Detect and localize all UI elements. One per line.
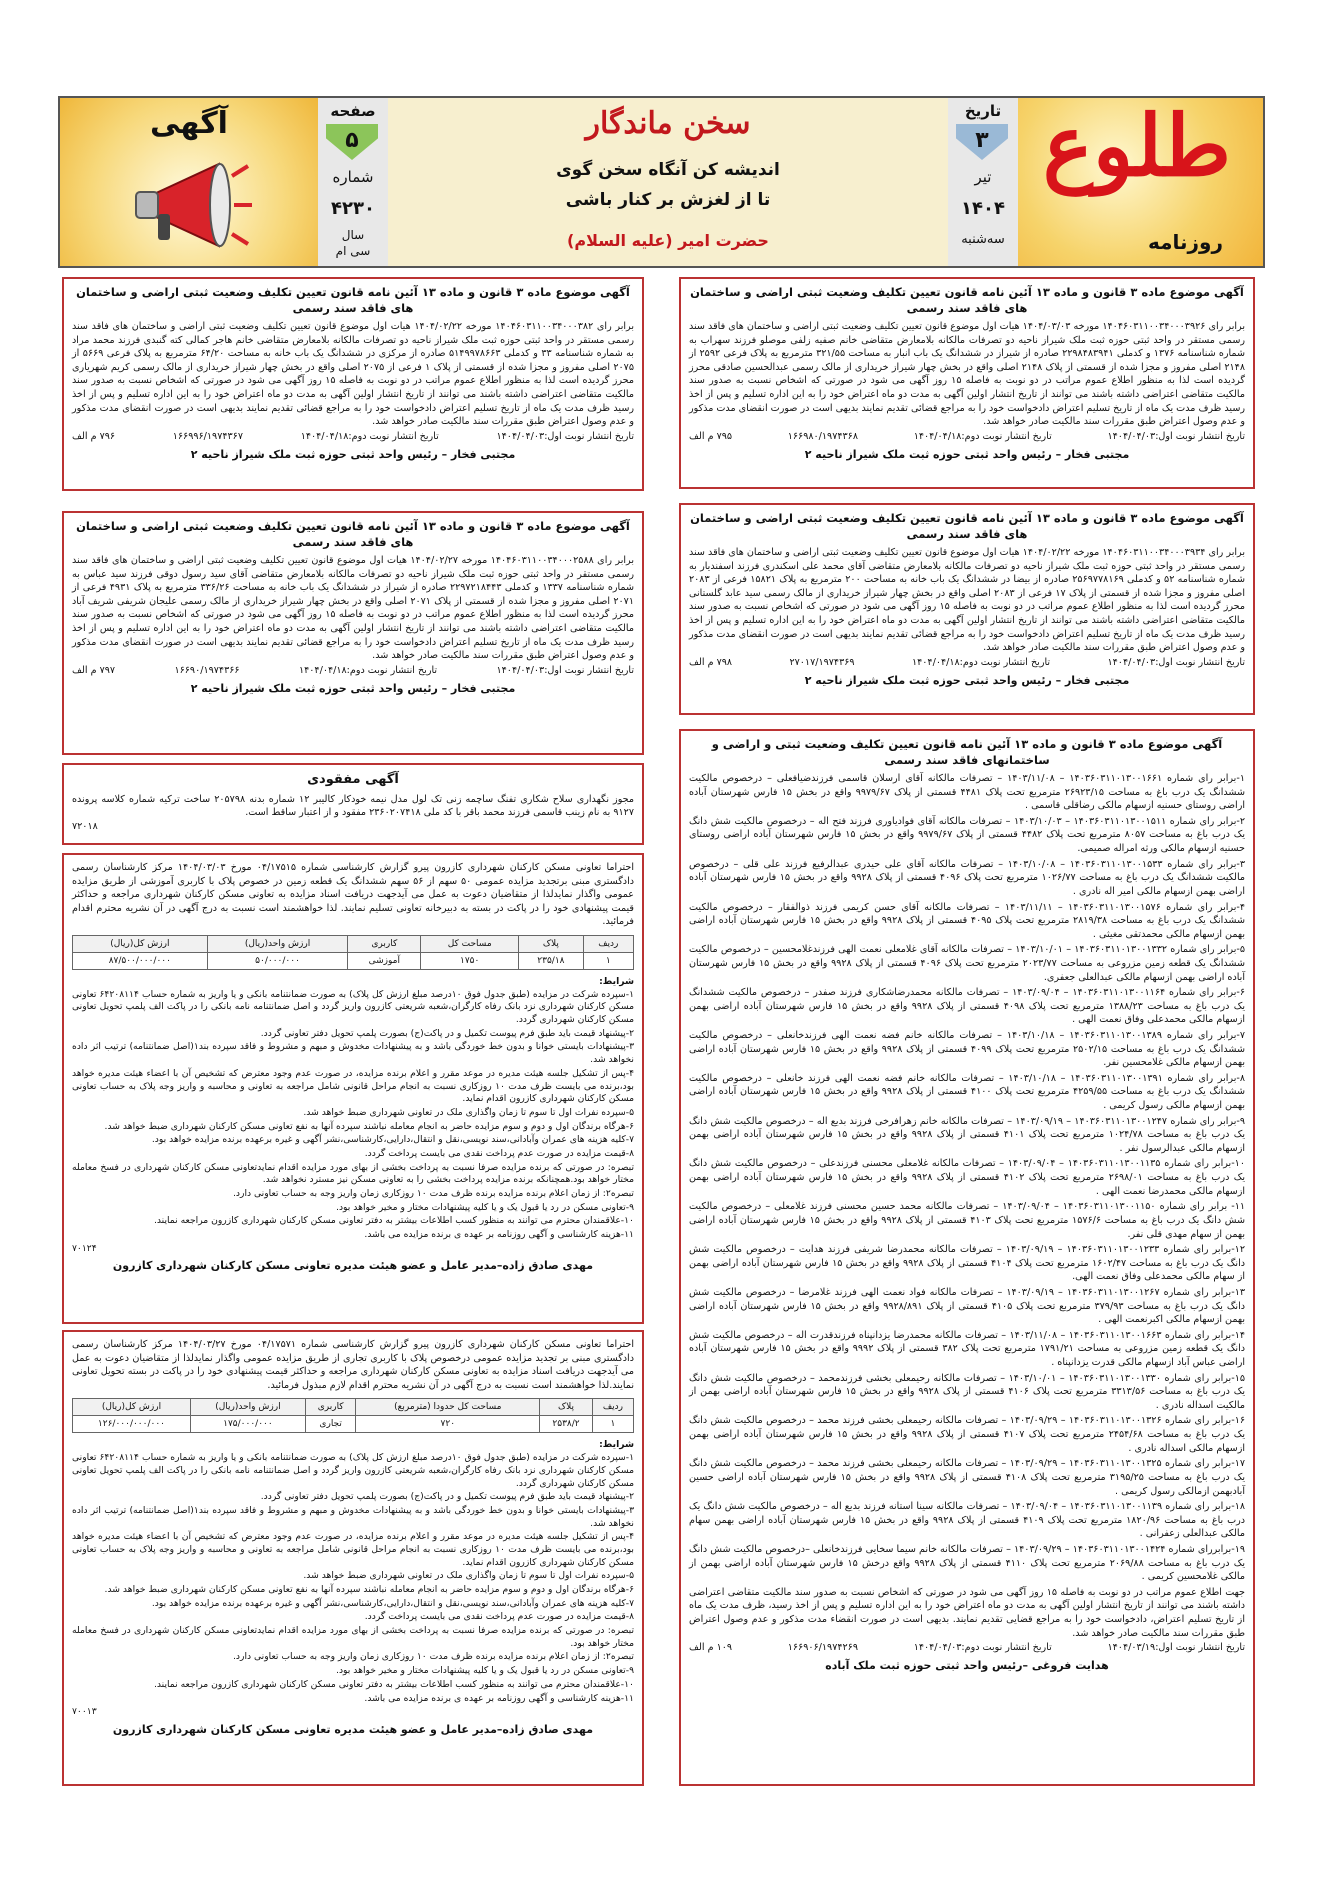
motto-title: سخن ماندگار [585,106,751,141]
condition-item: ۱۱-هزینه کارشناسی و آگهی روزنامه بر عهده ی برنده مزایده می باشد. [364,1692,634,1704]
condition-item: ۴-پس از تشکیل جلسه هیئت مدیره در موعد مقرر و اعلام برنده مزایده، در صورت عدم وجود معترض که تشخیص آن با اعضاء هیئت مدیره خواهد بود،برنده می بایست ظرف مدت ۱۰ روزکاری نسبت به انجام مراحل قانونی شامل مراجعه به تعاونی و محاسبه و واریز وجه پلاک به حساب تعاونی مسکن کارکنان شهرداری کازرون اقدام نماید. [72,1067,634,1105]
ad-title: آگهی [150,106,228,141]
table-cell: ۸۷/۵۰۰/۰۰۰/۰۰۰ [73,953,208,970]
ad-signature: هدایت فروغی –رئیس واحد ثبتی حوزه ثبت ملک آباده [825,1659,1109,1673]
ad-signature: مجتبی فخار – رئیس واحد ثبتی حوزه ثبت ملک شیراز ناحیه ۲ [190,447,516,461]
year-value: سی ام [335,244,371,258]
issue-label: شماره [332,168,374,186]
ad-title: آگهی موضوع ماده ۳ قانون و ماده ۱۳ آئین نامه قانون تعیین تکلیف وضعیت ثبتی اراضی و ساختمان های فاقد سند رسمی [690,285,1244,315]
ad-signature: مجتبی فخار – رئیس واحد ثبتی حوزه ثبت ملک شیراز ناحیه ۲ [804,447,1130,461]
condition-item: ۱۰-علاقمندان محترم می توانند به منظور کسب اطلاعات بیشتر به دفتر تعاونی مسکن کارکنان شهرداری کازرون مراجعه نمایند. [153,1678,634,1690]
lost-title: آگهی مفقودی [307,772,399,787]
logo-subtitle: روزنامه [1148,230,1223,254]
issue-number: ۴۲۳۰ [331,198,375,219]
second-publish-date: تاریخ انتشار نوبت دوم:۱۴۰۴/۰۴/۰۳ [913,1642,1052,1654]
table-cell: ۱ [583,953,633,970]
table-header-cell: ردیف [583,936,633,953]
month-name: تیر [974,168,992,186]
ad-notice-3 [679,503,1255,715]
lost-body: مجوز نگهداری سلاح شکاری تفنگ ساچمه زنی تک لول مدل نیمه خودکار کالیبر ۱۲ شماره بدنه ۲۰۵۷۹۸ ساخت ترکیه شماره کلاسه پرونده ۹۱۲۷ به نام زینب قاسمی فرزند محمد باقر با کد ملی ۲۳۶۰۲۰۷۴۱۸ مفقود و از اعتبار ساقط است. [72,793,634,819]
condition-item: ۳-پیشنهادات بایستی خوانا و بدون خط خوردگی باشد و به پیشنهادات مخدوش و مبهم و مشروط و فاقد سپرده بند۱(اصل ضمانتنامه) ترتیب اثر داده نخواهد شد. [72,1041,635,1066]
table-header-cell: کاربری [305,1399,355,1416]
list-item: ۱۵-برابر رای شماره ۱۴۰۳۶۰۳۱۱۰۱۳۰۰۱۳۳۰ – ۱۴۰۳/۱۰/۰۱ – تصرفات مالکانه رحیمعلی بخشی فرزندمحمد – درخصوص مالکیت شش دانگ یک درب باغ به مساحت ۳۳۱۳/۵۶ مترمربع تحت پلاک ۴۱۰۶ قسمتی از پلاک ۹۹۲۸ واقع در بخش ۱۵ فارس شهرستان آباده اراضی بهمن از مالکیت اسداله نادری . [689,1372,1245,1411]
table-header-cell: کاربری [348,936,421,953]
lost-code: ۷۲۰۱۸ [72,820,98,832]
ad-body: برابر رای ۱۴۰۴۶۰۳۱۱۰۰۳۴۰۰۰۳۹۲۶ مورخه ۱۴۰۴/۰۳/۰۳ هیات اول موضوع قانون تعیین تکلیف وضعیت ثبتی اراضی و ساختمان های فاقد سند رسمی مستقر در واحد ثبتی حوزه ثبت ملک شیراز ناحیه دو تصرفات مالکانه بلامعارض متقاضی خانم صفیه زلفی موصلو فرزند سهراب به شماره شناسنامه ۱۳۷۶ و کدملی ۲۲۹۸۴۸۳۹۴۱ صادره از شیراز در ششدانگ یک باب انبار به مساحت ۳۲۱/۵۵ مترمربع به پلاک فرعی ۲۵۹۲ از ۲۱۴۸ اصلی مفروز و مجزا شده از قسمتی از پلاک ۲۱۴۸ اصلی واقع در بخش چهار شیراز خریداری از مالک رسمی عبدالحسین صادقی محرز گردیده است لذا به منظور اطلاع عموم مراتب در دو نوبت به فاصله ۱۵ روز آگهی می شود در صورتی که اشخاص نسبت به صدور سند مالکیت متقاضی اعتراضی داشته باشند می توانند از تاریخ انتشار اولین آگهی به مدت دو ماه اعتراض خود را به این اداره تسلیم و پس از اخذ رسید ظرف مدت یک ماه از تاریخ تسلیم اعتراض دادخواست خود را به مراجع قضائی تقدیم نمایند بدیهی است در صورت انقضای مدت مذکور و عدم وصول اعتراض طبق مقررات سند مالکیت صادر خواهد شد. [689,321,1245,428]
ad-list-notice [679,729,1255,1786]
condition-item: ۱۰-علاقمندان محترم می توانند به منظور کسب اطلاعات بیشتر به دفتر تعاونی مسکن کارکنان شهرداری کازرون مراجعه نمایند. [153,1215,634,1227]
ad-meta [681,655,1253,670]
ad-panel [60,98,318,266]
ad-meta [681,1640,1253,1655]
condition-item: تبصره۲: از زمان اعلام برنده مزایده برنده ظرف مدت ۱۰ روزکاری زمان واریز وجه به حساب تعاونی دارد. [233,1188,634,1200]
motto-line-2: تا از لغزش بر کنار باشی [565,190,771,210]
condition-item: ۹-تعاونی مسکن در رد یا قبول یک و یا کلیه پیشنهادات مختار و مخیر خواهد بود. [336,1665,634,1677]
ad-ref: ۷۹۶ م الف [72,430,116,442]
ad-code: ۱۶۶۹۸۰/۱۹۷۴۳۶۸ [787,430,858,442]
condition-item: تبصره: در صورتی که برنده مزایده صرفا نسبت به پرداخت بخشی از بهای مورد مزایده اقدام نمایدتعاونی مسکن کارکنان شهرداری در فسخ معامله مختار خواهد بود.همچنانکه برنده مزایده پرداخت بخشی را به تعاونی مسکن نیز مسترد نخواهد شد. [72,1161,634,1186]
condition-item: ۲-پیشنهاد قیمت باید طبق فرم پیوست تکمیل و در پاکت(ج) بصورت پلمپ تحویل دفتر تعاونی گردد. [260,1491,634,1503]
condition-item: تبصره۲: از زمان اعلام برنده مزایده برنده ظرف مدت ۱۰ روزکاری زمان واریز وجه به حساب تعاونی دارد. [233,1651,634,1663]
second-publish-date: تاریخ انتشار نوبت دوم:۱۴۰۴/۰۴/۱۸ [911,656,1051,668]
table-header-row [73,1399,634,1416]
condition-item: ۷-کلیه هزینه های عمران وآبادانی،سند نویسی،نقل و انتقال،دارایی،کارشناسی،نشر آگهی و غیره برعهده برنده مزایده خواهد بود. [151,1134,634,1146]
table-header-cell: پلاک [540,1399,593,1416]
conditions-list [64,989,642,1242]
ad-closing: جهت اطلاع عموم مراتب در دو نوبت به فاصله ۱۵ روز آگهی می شود در صورتی که اشخاص نسبت به صدور سند مالکیت متقاضی اعتراضی داشته باشند می توانند از تاریخ انتشار اولین آگهی به مدت دو ماه اعتراض خود را به این اداره تسلیم و پس از اخذ رسید، ظرف مدت یک ماه از تاریخ تسلیم اعتراض، دادخواست خود را به مراجع قضایی تقدیم نمایند. بدیهی است در صورت انقضاء مدت مذکور و عدم وصول اعتراض طبق مقررات سند مالکیت صادر خواهد شد. [689,1586,1245,1639]
condition-item: ۶-هرگاه برندگان اول و دوم و سوم مزایده حاضر به انجام معامله نباشند سپرده آنها به نفع تعاونی مسکن کارکنان شهرداری ضبط خواهد شد. [104,1584,634,1595]
conditions-title: شرایط: [599,1439,634,1451]
date-label: تاریخ [964,102,1002,120]
list-item: ۱۸-برابر رای شماره ۱۴۰۳۶۰۳۱۱۰۱۳۰۰۱۱۳۹ – ۱۴۰۳/۰۹/۰۴ – تصرفات مالکانه سینا استانه فرزند بدیع اله – درخصوص مالکیت شش دانگ یک درب باغ به مساحت ۱۸۲۰/۹۶ مترمربع تحت پلاک ۴۱۰۹ قسمتی از پلاک ۹۹۲۸ واقع در بخش ۱۵ فارس شهرستان آباده اراضی بهمن سهام مالکی عبدالعلی زعفرانی . [689,1501,1246,1540]
date-panel [947,98,1018,266]
ad-body: برابر رای ۱۴۰۴۶۰۳۱۱۰۰۳۴۰۰۰۲۵۸۸ مورخه ۱۴۰۴/۰۲/۲۷ هیات اول موضوع قانون تعیین تکلیف وضعیت ثبتی اراضی و ساختمان های فاقد سند رسمی مستقر در واحد ثبتی حوزه ثبت ملک شیراز ناحیه دو تصرفات مالکانه بلامعارض متقاضی آقای سید رسول دوقی فرزند سید عباس به شماره شناسنامه ۱۳۳۷ و کدملی ۲۲۹۷۲۱۸۴۴۳ صادره از شیراز در ششدانگ یک باب خانه به مساحت ۳۳۶/۲۶ مترمربع به پلاک ۴۹۳۱ فرعی از ۲۰۷۱ اصلی مفروز و مجزا شده از قسمتی از پلاک ۲۰۷۱ اصلی واقع در بخش چهار شیراز خریداری از مالک رسمی علیجان شریفی شریف آباد محرز گردیده است لذا به منظور اطلاع عموم مراتب در دو نوبت به فاصله ۱۵ روز آگهی می شود در صورتی که اشخاص نسبت به صدور سند مالکیت متقاضی اعتراضی داشته باشند می توانند از تاریخ انتشار اولین آگهی به مدت دو ماه اعتراض خود را به این اداره تسلیم و پس از اخذ رسید ظرف مدت یک ماه از تاریخ تسلیم اعتراض دادخواست خود را به مراجع قضائی تقدیم نمایند بدیهی است در صورت انقضای مدت مذکور و عدم وصول اعتراض طبق مقررات سند مالکیت صادر خواهد شد. [72,555,635,662]
megaphone-icon [124,156,254,254]
page-label: صفحه [330,102,376,120]
list-item: ۲-برابر رای شماره ۱۴۰۳۶۰۳۱۱۰۱۳۰۰۱۵۱۱ – ۱۴۰۳/۱۰/۰۳ – تصرفات مالکانه آقای فوادیاوری فرزند فتح اله – درخصوص مالکیت شش دانگ یک درب باغ به مساحت ۸۰۵۷ مترمربع تحت پلاک ۴۴۸۲ قسمتی از پلاک ۹۹۷۹/۶۷ واقع در بخش ۱۵ فارس شهرستان آباده اراضی روستای حسنیه ازسهام مالکی ورثه امراله صمیمی. [689,815,1246,855]
list-item: ۱۹-برابررای شماره ۱۴۰۳۶۰۳۱۱۰۱۳۰۰۱۴۲۴ – ۱۴۰۳/۰۹/۲۹ – تصرفات مالکانه خانم سیما سخایی فرزندخانعلی –درخصوص مالکیت شش دانگ یک درب باغ به مساحت ۲۰۶۹/۸۸ مترمربع تحت پلاک ۴۱۱۰ قسمتی از پلاک ۹۹۲۸ واقع درخش ۱۵ فارس شهرستان آباده اراضی بهمن از مالکی غلامحسین کریمی . [689,1543,1246,1583]
auction-signature: مهدی صادق زاده–مدیر عامل و عضو هیئت مدیره تعاونی مسکن کارکنان شهرداری کازرون [112,1722,594,1736]
list-item: ۸-برابر رای شماره ۱۴۰۳۶۰۳۱۱۰۱۳۰۰۱۳۹۱ – ۱۴۰۳/۱۰/۱۸ – تصرفات مالکانه خانم فضه نعمت الهی فرزند خانعلی – درخصوص مالکیت ششدانگ یک درب باغ به مساحت ۴۲۵۹/۵۵ مترمربع تحت پلاک ۴۱۰۰ قسمتی از پلاک ۹۹۲۸ واقع در بخش ۱۵ فارس شهرستان آباده اراضی بهمن ازسهام مالکی رسول کریمی . [689,1072,1245,1112]
table-header-cell: ارزش واحد(ریال) [190,1399,305,1416]
table-row [73,953,634,970]
ad-title: آگهی موضوع ماده ۳ قانون و ماده ۱۳ آئین نامه قانون تعیین تکلیف وضعیت ثبتی اراضی و ساختمان های فاقد سند رسمی [690,511,1244,541]
list-item: ۱۰-برابر رای شماره ۱۴۰۳۶۰۳۱۱۰۱۳۰۰۱۱۳۵ – ۱۴۰۳/۰۹/۰۴ – تصرفات مالکانه غلامعلی محسنی فرزندعلی – درخصوص مالکیت شش دانگ یک درب باغ به مساحت ۲۶۹۸/۰۱ مترمربع تحت پلاک ۴۱۰۲ قسمتی از پلاک ۹۹۲۸ واقع در بخش ۱۵ فارس شهرستان آباده اراضی بهمن ازسهام مالکی محمدرضا نعمت الهی . [689,1158,1245,1197]
auction-notice-2 [62,1330,644,1786]
ad-body: برابر رای ۱۴۰۴۶۰۳۱۱۰۰۳۴۰۰۰۳۸۲ مورخه ۱۴۰۴/۰۲/۲۲ هیات اول موضوع قانون تعیین تکلیف وضعیت ثبتی اراضی و ساختمان های فاقد سند رسمی مستقر در واحد ثبتی حوزه ثبت ملک شیراز ناحیه دو تصرفات مالکانه بلامعارض متقاضی خانم هاجر کمالی کته گنبدی فرزند محمد مراد به شماره شناسنامه ۳۳ و کدملی ۵۱۴۹۹۷۸۶۶۳ صادره از مرکزی در ششدانگ یک باب خانه به مساحت ۶۴/۲۰ مترمربع به پلاک فرعی ۵۶۶۹ از ۲۰۷۵ اصلی مفروز و مجزا شده از قسمتی از پلاک ۱ فرعی از ۲۰۷۵ اصلی واقع در بخش چهار شیراز خریداری از مالک رسمی کریم شهریاری محرز گردیده است لذا به منظور اطلاع عموم مراتب در دو نوبت به فاصله ۱۵ روز آگهی می شود در صورتی که اشخاص نسبت به صدور سند مالکیت متقاضی اعتراضی داشته باشند می توانند از تاریخ انتشار اولین آگهی به مدت دو ماه اعتراض خود را به این اداره تسلیم و پس از اخذ رسید ظرف مدت یک ماه از تاریخ تسلیم اعتراض دادخواست خود را به مراجع قضائی تقدیم نمایند بدیهی است در صورت انقضای مدت مذکور و عدم وصول اعتراض طبق مقررات سند مالکیت صادر خواهد شد. [72,321,635,428]
ad-ref: ۷۹۵ م الف [689,430,733,442]
table-header-cell: مساحت کل [421,936,519,953]
table-cell: ۱۷۵/۰۰۰/۰۰۰ [190,1416,305,1433]
table-header-row [73,936,634,953]
auction-code: ۷۰۰۱۳ [72,1706,97,1718]
ad-notice-2 [62,277,644,491]
auction-table [72,935,634,970]
motto-panel [387,98,948,266]
condition-item: ۱-سپرده شرکت در مزایده (طبق جدول فوق ۱۰درصد مبلغ ارزش کل پلاک) به صورت ضمانتنامه بانکی و یا واریز به شماره حساب ۶۴۲۰۸۱۱۴ تعاونی مسکن کارکنان شهرداری نزد بانک رفاه کارگران،شعبه شریعتی کازرون واریز گردد و اصل ضمانتنامه نامه بانکی را در پاکت الف پلمپ تحویل تعاونی مسکن کارکنان شهرداری گردد. [72,988,634,1026]
list-item: ۱۱- برابر رای شماره ۱۴۰۳۶۰۳۱۱۰۱۳۰۰۱۱۵۰ – ۱۴۰۳/۰۹/۰۴ – تصرفات مالکانه محمد حسین محسنی فرزند غلامعلی – درخصوص مالکیت شش دانگ یک درب باغ به مساحت ۱۵۷۶/۶ مترمربع تحت پلاک ۴۱۰۳ قسمتی از پلاک ۹۹۲۸ واقع در بخش ۱۵ فارس شهرستان آباده اراضی بهمن از سهام مهدی قلی نفر. [689,1201,1246,1240]
ad-notice-4 [62,511,644,755]
ad-meta [64,429,642,444]
condition-item: تبصره: در صورتی که برنده مزایده صرفا نسبت به پرداخت بخشی از بهای مورد مزایده اقدام نمایدتعاونی مسکن کارکنان شهرداری در فسخ معامله مختار خواهد بود. [72,1625,634,1649]
ad-signature: مجتبی فخار – رئیس واحد ثبتی حوزه ثبت ملک شیراز ناحیه ۲ [190,681,516,695]
list-item: ۱۷-برابر رای شماره ۱۴۰۳۶۰۳۱۱۰۱۳۰۰۱۳۲۵ – ۱۴۰۳/۰۹/۲۹ – تصرفات مالکانه رحیمعلی بخشی فرزند محمد – درخصوص مالکیت شش دانگ یک درب باغ به مساحت ۳۱۹۵/۲۵ مترمربع تحت پلاک ۴۱۰۸ قسمتی از پلاک ۹۹۲۸ واقع در بخش ۱۵ فارس شهرستان آباده اراضی حسین آبادبهمن ازمالکی رسول کریمی . [689,1458,1246,1497]
page-number: ۵ [345,128,359,153]
table-header-cell: ارزش کل(ریال) [73,936,208,953]
motto-author: حضرت امیر (علیه السلام) [567,231,769,250]
second-publish-date: تاریخ انتشار نوبت دوم:۱۴۰۴/۰۴/۱۸ [913,430,1052,442]
list-item: ۶-برابر رای شماره ۱۴۰۳۶۰۳۱۱۰۱۳۰۰۱۱۶۴ – ۱۴۰۳/۰۹/۰۴ – تصرفات مالکانه محمدرضاشکاری فرزند صفدر – درخصوص مالکیت ششدانگ یک درب باغ به مساحت ۱۳۸۸/۲۳ مترمربع تحت پلاک ۴۰۹۸ قسمتی از پلاک ۹۹۲۸ واقع در بخش ۱۵ فارس شهرستان آباده اراضی بهمن ازسهام مالکی محمدعلی وفاق نعمت الهی . [689,987,1245,1026]
condition-item: ۸-قیمت مزایده در صورت عدم پرداخت نقدی می بایست پرداخت گردد. [364,1147,634,1159]
ad-meta [64,663,642,678]
table-cell: ۷۲۰ [356,1416,540,1433]
table-cell: ۲۵۳۸/۲ [540,1416,593,1433]
auction-signature: مهدی صادق زاده–مدیر عامل و عضو هیئت مدیره تعاونی مسکن کارکنان شهرداری کازرون [112,1259,594,1273]
auction-table [72,1398,634,1433]
ad-list-body [681,772,1253,1584]
weekday: سه‌شنبه [961,232,1005,247]
table-header-cell: ارزش واحد(ریال) [207,936,348,953]
year-number: ۱۴۰۴ [961,198,1005,219]
ad-ref: ۷۹۸ م الف [689,656,733,668]
table-cell: ۵۰/۰۰۰/۰۰۰ [207,953,348,970]
motto-line-1: اندیشه کن آنگاه سخن گوی [556,160,780,180]
list-item: ۵-برابر رای شماره ۱۴۰۳۶۰۳۱۱۰۱۳۰۰۱۳۳۲ – ۱۴۰۳/۱۰/۰۱ – تصرفات مالکانه آقای غلامعلی نعمت الهی فرزندغلامحسین – درخصوص مالکیت ششدانگ یک قطعه زمین مزروعی به مساحت ۲۰۲۳/۷۷ مترمربع تحت پلاک ۴۰۹۶ قسمتی از پلاک ۹۹۲۸ واقع در بخش ۱۵ فارس شهرستان آباده اراضی بهمن ازسهام مالکی عبدالعلی جعفری. [689,944,1246,983]
ad-body: برابر رای ۱۴۰۴۶۰۳۱۱۰۰۳۴۰۰۰۳۹۳۴ مورخه ۱۴۰۴/۰۲/۲۲ هیات اول موضوع قانون تعیین تکلیف وضعیت ثبتی اراضی و ساختمان های فاقد سند رسمی مستقر در واحد ثبتی حوزه ثبت ملک شیراز ناحیه دو تصرفات مالکانه بلامعارض متقاضی آقای محمد علی اسکندری فرزند اسفندیار به شماره شناسنامه ۵۲ و کدملی ۲۵۶۹۷۷۸۱۶۹ صادره از بیضا در ششدانگ یک باب خانه به مساحت ۲۰۰ مترمربع به پلاک ۱۵۸۲۱ فرعی از ۲۰۸۳ اصلی مفروز و مجزا شده از قسمتی از پلاک ۱۷ فرعی از ۲۰۸۳ اصلی واقع در بخش چهار شیراز خریداری از مالک رسمی سید عابد گلستانی محرز گردیده است لذا به منظور اطلاع عموم مراتب در دو نوبت به فاصله ۱۵ روز آگهی می شود در صورتی که اشخاص نسبت به صدور سند مالکیت متقاضی اعتراضی داشته باشند می توانند از تاریخ انتشار اولین آگهی به مدت دو ماه اعتراض خود را به این اداره تسلیم و پس از اخذ رسید ظرف مدت یک ماه از تاریخ تسلیم اعتراض دادخواست خود را به مراجع قضائی تقدیم نمایند بدیهی است در صورت انقضای مدت مذکور و عدم وصول اعتراض طبق مقررات سند مالکیت صادر خواهد شد. [689,547,1245,654]
table-header-cell: ردیف [592,1399,633,1416]
list-item: ۱-برابر رای شماره ۱۴۰۳۶۰۳۱۱۰۱۳۰۰۱۶۶۱ – ۱۴۰۳/۱۱/۰۸ – تصرفات مالکانه آقای ارسلان قاسمی فرزندضیافعلی – درخصوص مالکیت ششدانگ یک درب باغ به مساحت ۲۶۹۲۳/۱۵ مترمربع تحت پلاک ۴۴۸۱ قسمتی از پلاک ۹۹۷۹/۶۷ واقع در بخش ۱۵ فارس شهرستان آباده اراضی روستای حسنیه ازسهام مالکی رضاقلی قاسمی . [689,773,1245,812]
first-publish-date: تاریخ انتشار نوبت اول:۱۴۰۴/۰۴/۰۳ [1107,430,1245,442]
condition-item: ۴-پس از تشکیل جلسه هیئت مدیره در موعد مقرر و اعلام برنده مزایده، در صورت عدم وجود معترض که تشخیص آن با اعضاء هیئت مدیره خواهد بود،برنده می بایست ظرف مدت ۱۰ روزکاری نسبت به انجام مراحل قانونی شامل مراجعه به تعاونی و محاسبه و واریز وجه پلاک به حساب تعاونی مسکن کارکنان شهرداری کازرون اقدام نماید. [72,1531,634,1568]
logo [1017,98,1263,266]
table-cell: ۱۲۶/۰۰۰/۰۰۰/۰۰۰ [73,1416,191,1433]
condition-item: ۷-کلیه هزینه های عمران وآبادانی،سند نویسی،نقل و انتقال،دارایی،کارشناسی،نشر آگهی و غیره برعهده برنده مزایده خواهد بود. [151,1597,634,1609]
list-item: ۳-برابر رای شماره ۱۴۰۳۶۰۳۱۱۰۱۳۰۰۱۵۳۳ – ۱۴۰۳/۱۰/۰۸ – تصرفات مالکانه آقای علی حیدری عبدالرفیع فرزند علی قلی – درخصوص مالکیت ششدانگ یک درب باغ به مساحت ۱۰۲۶/۷۷ مترمربع تحت پلاک ۴۰۹۶ قسمتی از پلاک ۹۹۲۸ واقع در بخش ۱۵ فارس شهرستان آباده اراضی بهمن ازسهام مالکی امیر اله نادری . [689,858,1245,897]
table-cell: آموزشی [348,953,421,970]
list-item: ۱۳-برابر رای شماره ۱۴۰۳۶۰۳۱۱۰۱۳۰۰۱۲۶۷ – ۱۴۰۳/۰۹/۱۹ – تصرفات مالکانه فواد نعمت الهی فرزند غلامرضا – درخصوص مالکیت شش دانگ یک درب باغ به مساحت ۳۷۹/۹۳ مترمربع تحت پلاک ۴۱۰۵ قسمتی از پلاک ۹۹۲۸/۸۹۱ واقع در بخش ۱۵ فارس شهرستان آباده اراضی بهمن ازسهام مالکی اکبرنعمت الهی . [689,1286,1246,1326]
ad-code: ۱۶۶۹۹۶/۱۹۷۴۳۶۷ [172,430,243,442]
table-cell: ۱۷۵۰ [421,953,519,970]
condition-item: ۱۱-هزینه کارشناسی و آگهی روزنامه بر عهده ی برنده مزایده می باشد. [364,1229,634,1241]
masthead [58,96,1265,268]
table-header-cell: مساحت کل حدودا (مترمربع) [356,1399,540,1416]
ad-code: ۱۶۶۹۰/۱۹۷۴۳۶۶ [174,664,240,676]
ad-meta [681,429,1253,444]
auction-code: ۷۰۱۲۴ [72,1242,97,1254]
condition-item: ۵-سپرده نفرات اول تا سوم تا زمان واگذاری ملک در تعاونی شهرداری ضبط خواهد شد. [303,1106,634,1118]
ad-ref: ۷۹۷ م الف [72,664,116,676]
condition-item: ۲-پیشنهاد قیمت باید طبق فرم پیوست تکمیل و در پاکت(ج) بصورت پلمپ تحویل دفتر تعاونی گردد. [260,1027,634,1039]
ad-notice-1 [679,277,1255,489]
list-item: ۴-برابر رای شماره ۱۴۰۳۶۰۳۱۱۰۱۳۰۰۱۵۷۶ – ۱۴۰۳/۱۱/۱۱ – تصرفات مالکانه آقای حسن کریمی فرزند ذوالفقار – درخصوص مالکیت ششدانگ یک درب باغ به مساحت ۲۸۱۹/۳۸ مترمربع تحت پلاک ۴۰۹۵ قسمتی از پلاک ۹۹۲۸ واقع در بخش ۱۵ فارس شهرستان آباده اراضی بهمن ازسهام مالکی محمدتقی مغیثی . [689,901,1245,940]
table-row [73,1416,634,1433]
table-cell: ۱ [592,1416,633,1433]
table-cell: تجاری [305,1416,355,1433]
list-item: ۱۴-برابر رای شماره ۱۴۰۳۶۰۳۱۱۰۱۳۰۰۱۶۶۳ – ۱۴۰۳/۱۱/۰۸ – تصرفات مالکانه محمدرضا یزدانپناه فرزندقدرت اله – درخصوص مالکیت شش دانگ یک قطعه زمین مزروعی به مساحت ۱۷۹۱/۲۱ مترمربع تحت پلاک ۳۸۲ قسمتی از پلاک ۹۹۹۲ واقع در بخش ۱۵ فارس شهرستان آباده اراضی عباس آباد ازسهام مالکی قدرت یزدانپناه . [689,1329,1246,1369]
day-number: ۳ [975,128,989,153]
first-publish-date: تاریخ انتشار نوبت اول:۱۴۰۴/۰۴/۰۳ [496,430,634,442]
first-publish-date: تاریخ انتشار نوبت اول:۱۴۰۴/۰۴/۰۳ [1107,656,1245,668]
page-panel [317,98,388,266]
list-item: ۹-برابر رای شماره ۱۴۰۳۶۰۳۱۱۰۱۳۰۰۱۲۴۷ – ۱۴۰۳/۰۹/۱۹ – تصرفات مالکانه خانم زهرافرخی فرزند بدیع اله – درخصوص مالکیت شش دانگ یک درب باغ به مساحت ۱۰۲۴/۷۸ مترمربع تحت پلاک ۴۱۰۱ قسمتی از پلاک ۹۹۲۸ واقع در بخش ۱۵ فارس شهرستان آباده اراضی بهمن ازسهام مالکی عبدالرسول نفر . [689,1115,1246,1154]
lost-notice [62,763,644,845]
list-item: ۱۶-برابر رای شماره ۱۴۰۳۶۰۳۱۱۰۱۳۰۰۱۳۲۶ – ۱۴۰۳/۰۹/۲۹ – تصرفات مالکانه رحیمعلی بخشی فرزند محمد – درخصوص مالکیت شش دانگ یک درب باغ به مساحت ۲۴۵۴/۶۸ مترمربع تحت پلاک ۴۱۰۷ قسمتی از پلاک ۹۹۲۸ واقع در بخش ۱۵ فارس شهرستان آباده اراضی بهمن ازسهام مالکی اسداله نادری . [689,1415,1245,1454]
condition-item: ۸-قیمت مزایده در صورت عدم پرداخت نقدی می بایست پرداخت گردد. [364,1611,634,1623]
conditions-list [64,1452,642,1705]
first-publish-date: تاریخ انتشار نوبت اول:۱۴۰۴/۰۴/۰۳ [496,664,634,676]
ad-ref: ۱۰۹ م الف [689,1642,733,1654]
year-label: سال [341,228,365,242]
ad-title: آگهی موضوع ماده ۳ قانون و ماده ۱۳ آئین نامه قانون تعیین تکلیف وضعیت ثبتی اراضی و ساختمان های فاقد سند رسمی [76,519,630,549]
auction-intro: احتراما تعاونی مسکن کارکنان شهرداری کازرون پیرو گزارش کارشناسی شماره ۰۴/۱۷۵۱۵ مورخ ۱۴۰۴/۰۳/۰۳ مرکز کارشناسان رسمی دادگستری مبنی برتجدید مزایده عمومی ۵۰ سهم از ۵۶ سهم ششدانگ یک قطعه زمین در خصوص پلاک با کاربری آموزشی از طریق مزایده عمومی واگذار نمایدلذا از متقاضیان دعوت به عمل می آیدجهت دریافت اسناد مزایده به تعاونی مسکن کارکنان شهرداری مراجعه و حداکثر قیمت پیشنهادی خود را در پاکت در بسته به دبیرخانه تعاونی تسلیم نمایند. لذا خواهشمند است نسبت به درج آگهی در آن نشریه محترم اقدام فرمائید. [72,862,635,928]
first-publish-date: تاریخ انتشار نوبت اول:۱۴۰۴/۰۳/۱۹ [1107,1642,1245,1654]
condition-item: ۶-هرگاه برندگان اول و دوم و سوم مزایده حاضر به انجام معامله نباشند سپرده آنها به نفع تعاونی مسکن کارکنان شهرداری ضبط خواهد شد. [104,1120,634,1132]
table-cell: ۲۳۵/۱۸ [519,953,583,970]
ad-title: آگهی موضوع ماده ۳ قانون و ماده ۱۳ آئین نامه قانون تعیین تکلیف وضعیت ثبتی و اراضی و ساختمانهای فاقد سند رسمی [711,737,1223,767]
ad-signature: مجتبی فخار – رئیس واحد ثبتی حوزه ثبت ملک شیراز ناحیه ۲ [804,673,1130,687]
logo-word: طلوع [1042,96,1231,195]
condition-item: ۳-پیشنهادات بایستی خوانا و بدون خط خوردگی باشد و به پیشنهادات مخدوش و مبهم و مشروط و فاقد سپرده بند۱(اصل ضمانتنامه) ترتیب اثر داده نخواهد شد. [72,1504,635,1529]
second-publish-date: تاریخ انتشار نوبت دوم:۱۴۰۴/۰۴/۱۸ [300,430,439,442]
condition-item: ۹-تعاونی مسکن در رد یا قبول یک و یا کلیه پیشنهادات مختار و مخیر خواهد بود. [336,1201,634,1213]
second-publish-date: تاریخ انتشار نوبت دوم:۱۴۰۴/۰۴/۱۸ [298,664,438,676]
list-item: ۱۲-برابر رای شماره ۱۴۰۳۶۰۳۱۱۰۱۳۰۰۱۲۳۳ – ۱۴۰۳/۰۹/۱۹ – تصرفات مالکانه محمدرضا شریفی فرزند هدایت – درخصوص مالکیت شش دانگ یک درب باغ به مساحت ۱۶۰۲/۴۷ مترمربع تحت پلاک ۴۱۰۴ قسمتی از پلاک ۹۹۲۸ واقع در بخش ۱۵ فارس شهرستان آباده اراضی بهمن از سهام مالکی محمدعلی وفاق نعمت الهی. [689,1244,1246,1283]
conditions-title: شرایط: [599,976,634,988]
table-header-cell: پلاک [519,936,583,953]
condition-item: ۱-سپرده شرکت در مزایده (طبق جدول فوق ۱۰درصد مبلغ ارزش کل پلاک) به صورت ضمانتنامه بانکی و یا واریز به شماره حساب ۶۴۲۰۸۱۱۴ تعاونی مسکن کارکنان شهرداری نزد بانک رفاه کارگران،شعبه شریعتی کازرون واریز گردد و اصل ضمانتنامه نامه بانکی را در پاکت الف پلمپ تحویل تعاونی مسکن کارکنان شهرداری گردد. [72,1452,634,1489]
auction-notice-1 [62,853,644,1324]
ad-title: آگهی موضوع ماده ۳ قانون و ماده ۱۳ آئین نامه قانون تعیین تکلیف وضعیت ثبتی اراضی و ساختمان های فاقد سند رسمی [76,285,630,315]
ad-code: ۲۷۰۱۷/۱۹۷۴۳۶۹ [789,656,855,668]
ad-code: ۱۶۶۹۰۶/۱۹۷۴۲۶۹ [787,1642,858,1654]
list-item: ۷-برابر رای شماره ۱۴۰۳۶۰۳۱۱۰۱۳۰۰۱۳۸۹ – ۱۴۰۳/۱۰/۱۸ – تصرفات مالکانه خانم فضه نعمت الهی فرزندخانعلی – درخصوص مالکیت ششدانگ یک درب باغ به مساحت ۲۵۰۲/۱۵ مترمربع تحت پلاک ۴۰۹۹ قسمتی از پلاک ۹۹۲۸ واقع در بخش ۱۵ فارس شهرستان آباده اراضی بهمن ازسهام مالکی غلامحسین نفر. [689,1030,1245,1069]
table-header-cell: ارزش کل(ریال) [73,1399,191,1416]
condition-item: ۵-سپرده نفرات اول تا سوم تا زمان واگذاری ملک در تعاونی شهرداری ضبط خواهد شد. [303,1570,634,1582]
auction-intro: احتراما تعاونی مسکن کارکنان شهرداری کازرون پیرو گزارش کارشناسی شماره ۰۴/۱۷۵۷۱ مورخ ۱۴۰۴/۰۳/۲۷ مرکز کارشناسان رسمی دادگستری مبنی بر تجدید مزایده عمومی درخصوص پلاک با کاربری تجاری از طریق مزایده عمومی واگذار نمایدلذا از متقاضیان دعوت به عمل می آیدجهت دریافت اسناد مزایده به تعاونی مسکن کارکنان شهرداری مراجعه و حداکثر قیمت پیشنهادی خود را در پاکت در بسته تحویل تعاونی نمایند.لذا خواهشمند است نسبت به درج آگهی در آن نشریه محترم اقدام لازم مبذول فرمائید. [72,1339,634,1391]
